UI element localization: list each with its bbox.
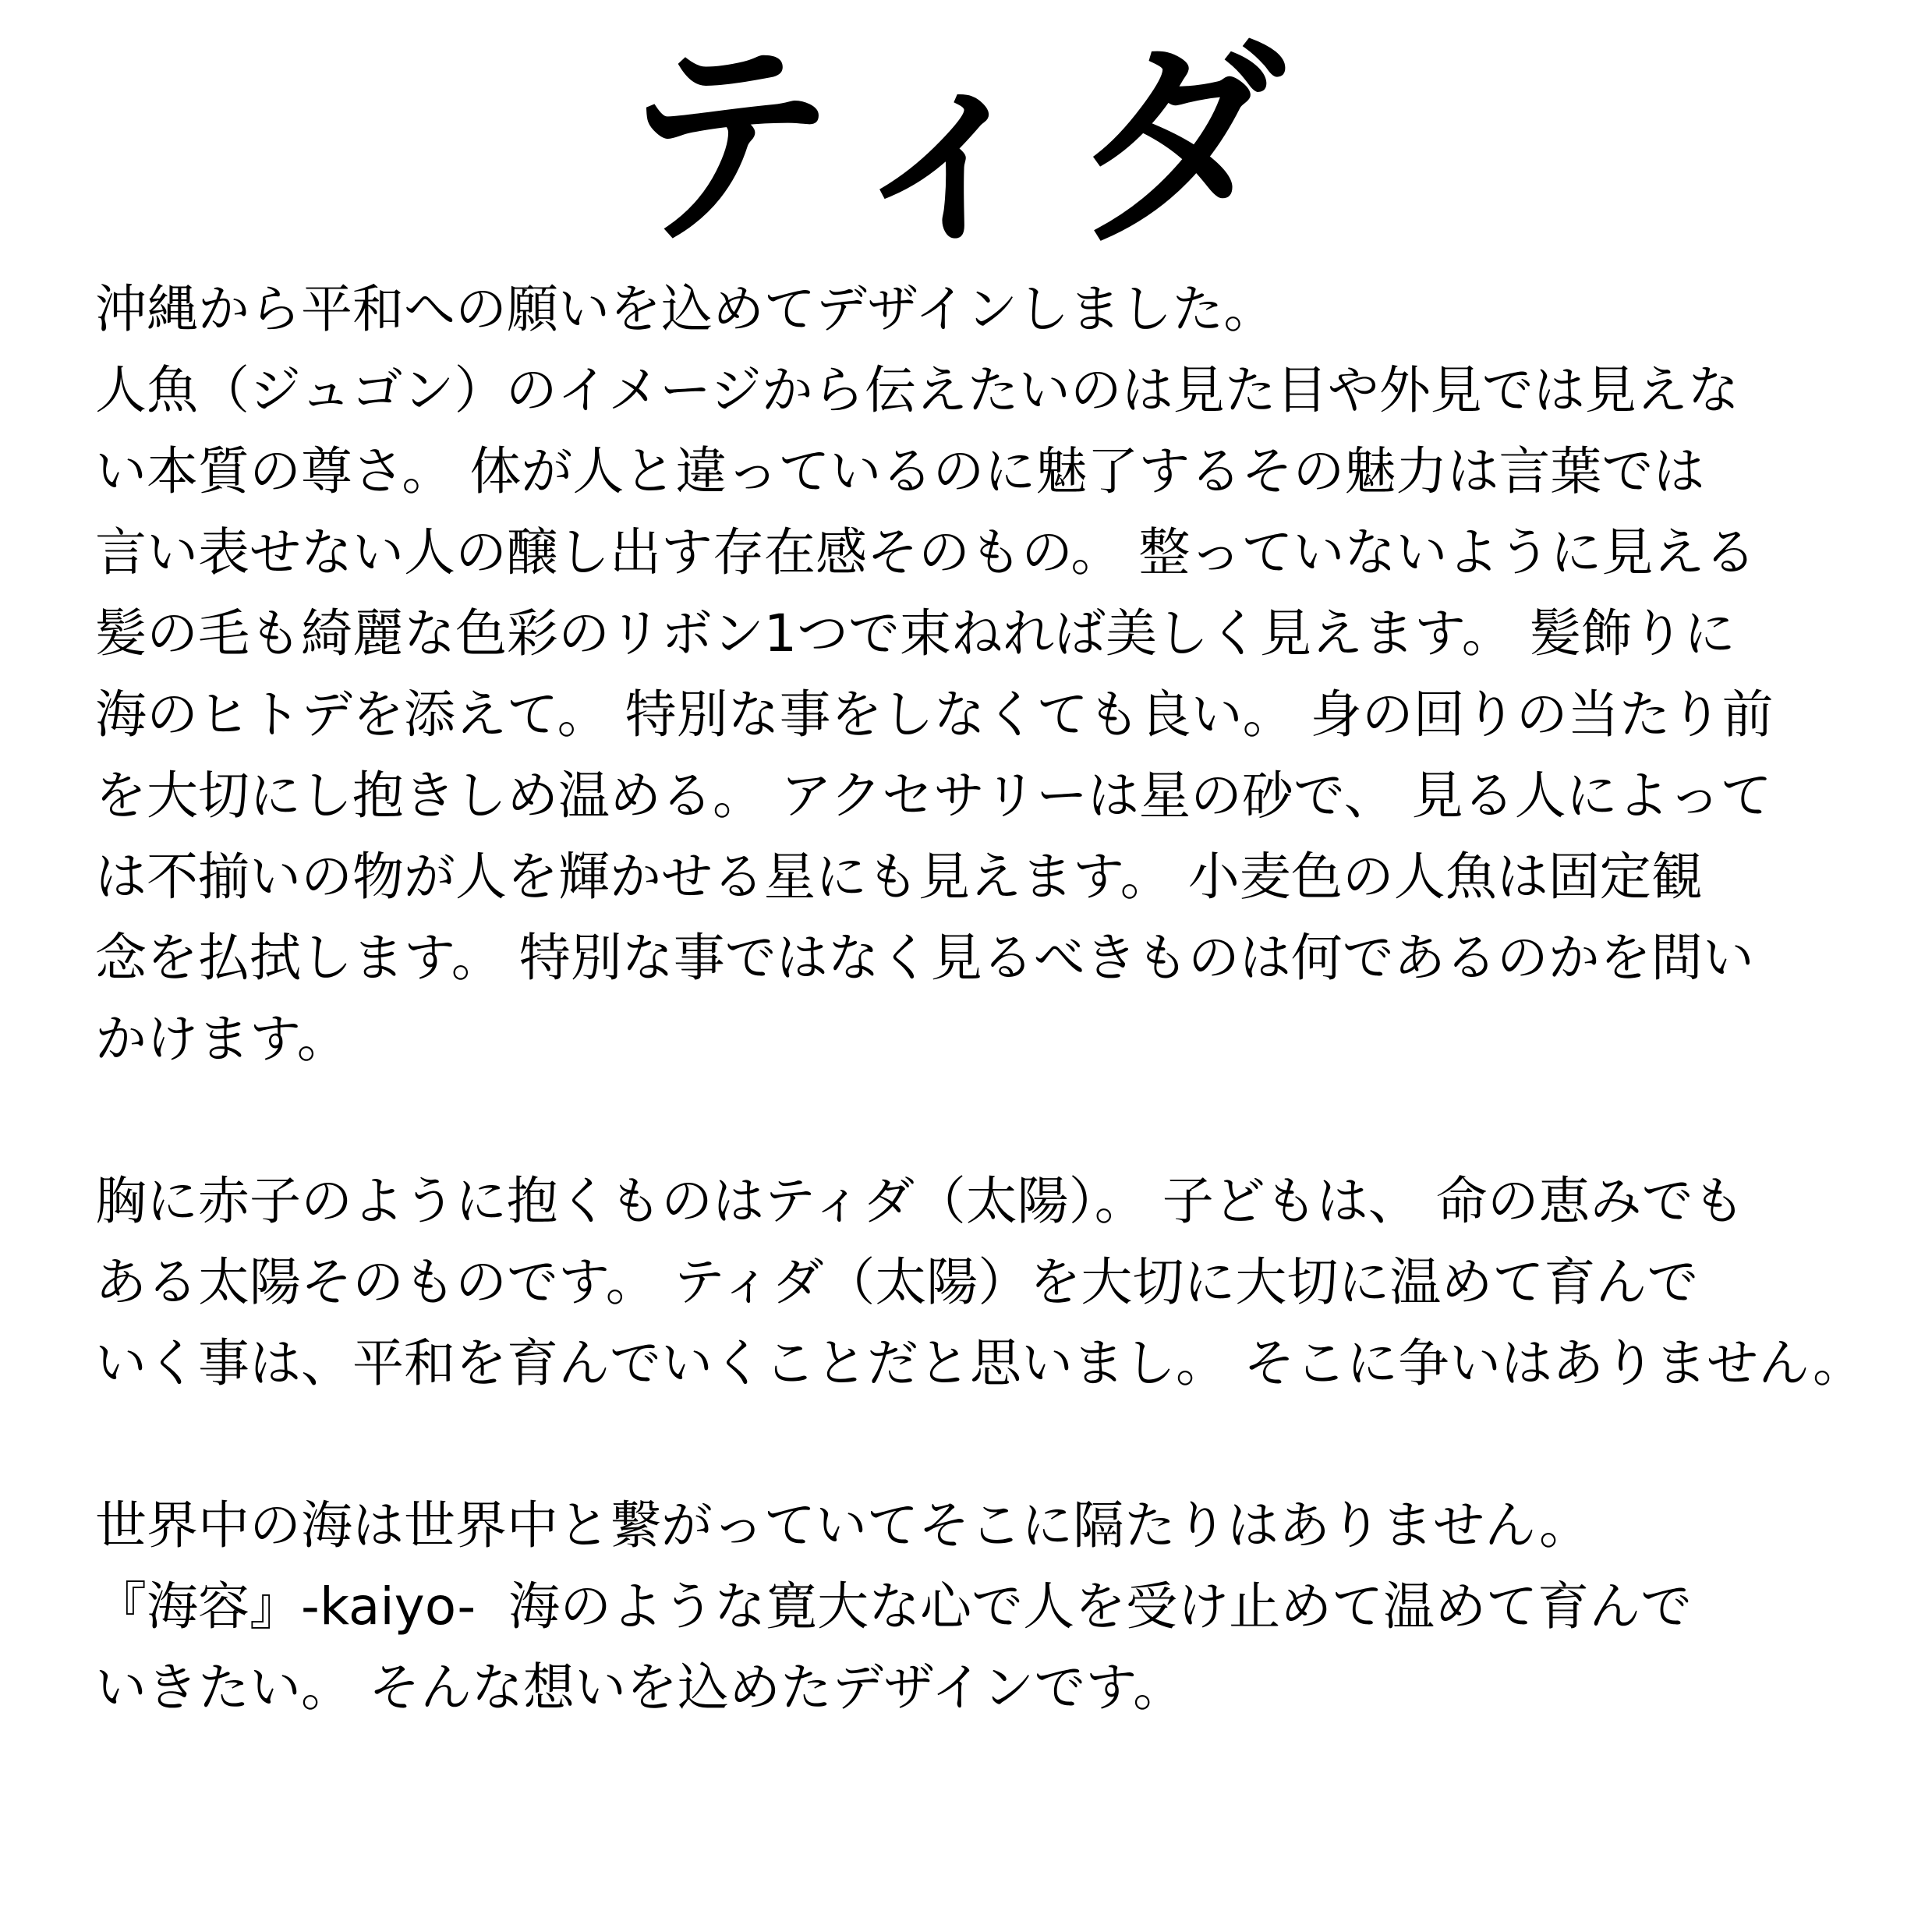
- text-line: ある太陽そのものです。 ティダ（太陽）を大切に大切に温めて育んで: [95, 1252, 1699, 1312]
- text-line: い本質の尊さ。 体が人と違っているのに魅了するその魅力は言葉では: [95, 441, 1705, 501]
- page-title: ティダ: [623, 14, 1309, 274]
- text-line: 『海容』-kaiyo- 海のような寛大な心で人を受け止めて温めて育んで: [95, 1576, 1693, 1637]
- text-line: 沖縄から平和への願いを込めてデザインしました。: [95, 279, 1276, 339]
- text-line: 言い表せない人の醸し出す存在感そのもの。 整っていないように見える: [95, 522, 1757, 582]
- text-line: いきたい。 そんな想いを込めたデザインです。: [95, 1658, 1185, 1718]
- text-line: は不揃いの物が人を輝かせる星にも見えます。 小麦色の人魚は固定観: [95, 847, 1703, 907]
- text-line: 海のヒトデを添えて。 特別な事をしなくても良い。 身の回りの当たり前: [95, 685, 1774, 745]
- paragraph-spacer: [95, 1404, 1849, 1485]
- text-line: 念を払拭します。 特別な事ではなく見るべきものは何であるのかを問い: [95, 928, 1754, 988]
- text-line: 髪の毛も綺麗な色彩のリボン1つで束ねれば美しく見えます。 髪飾りに: [95, 603, 1736, 663]
- paragraph-1: [95, 269, 1849, 1080]
- text-line: 胸に赤子のように抱くものはティダ（太陽）。 子どもは、 命の恵みでも: [95, 1171, 1745, 1231]
- paragraph-3: [95, 1485, 1849, 1729]
- paragraph-spacer: [95, 1080, 1849, 1161]
- text-line: を大切にし抱きしめ温める。 アクセサリーは星の砂で、 見る人によって: [95, 766, 1772, 826]
- paragraph-2: [95, 1161, 1864, 1404]
- text-line: 人魚（ジュゴン）のイメージから伝えたいのは見た目や外見では見えな: [95, 360, 1739, 420]
- text-line: かけます。: [95, 1009, 349, 1069]
- text-line: 世界中の海は世界中と繋がっていてそこに隔たりはありません。: [95, 1495, 1591, 1555]
- body-text: [95, 269, 1864, 1729]
- text-line: いく事は、平和を育んでいくことだと思いまし。 そこに争いはありません。: [95, 1333, 1864, 1393]
